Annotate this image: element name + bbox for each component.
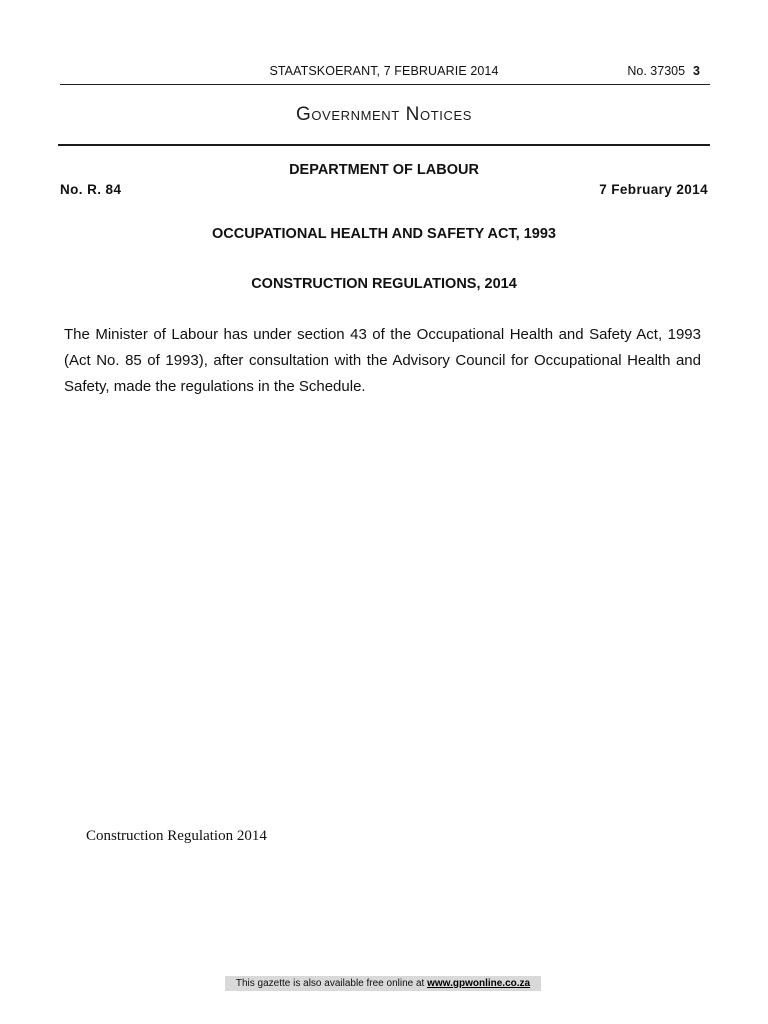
section-divider — [58, 144, 710, 146]
department-heading: DEPARTMENT OF LABOUR — [289, 162, 479, 178]
footer-note: Construction Regulation 2014 — [86, 828, 267, 844]
notice-number: No. R. 84 — [60, 182, 122, 197]
act-title: OCCUPATIONAL HEALTH AND SAFETY ACT, 1993 — [211, 226, 556, 242]
page-number: 3 — [693, 64, 700, 78]
running-header-title: STAATSKOERANT, 7 FEBRUARIE 2014 — [269, 64, 499, 78]
notice-date: 7 February 2014 — [599, 182, 708, 197]
gazette-availability-bar — [225, 976, 541, 991]
header-divider — [60, 84, 710, 85]
gazette-availability-text: This gazette is also available free online at — [235, 978, 425, 989]
gazette-website-link[interactable]: www.gpwonline.co.za — [427, 978, 531, 989]
gazette-number-text: No. 37305 — [627, 64, 686, 78]
gazette-number — [627, 64, 700, 78]
section-title: Government Notices — [295, 104, 473, 125]
notice-body-paragraph: The Minister of Labour has under section 43 of the Occupational Health and Safety Act, 1993 (Act No. 85 of 1993), after consultation with the Advisory Council for Occupational Health and Safety, made the regulations in the Schedule. — [64, 326, 701, 395]
regulation-title: CONSTRUCTION REGULATIONS, 2014 — [251, 276, 517, 292]
